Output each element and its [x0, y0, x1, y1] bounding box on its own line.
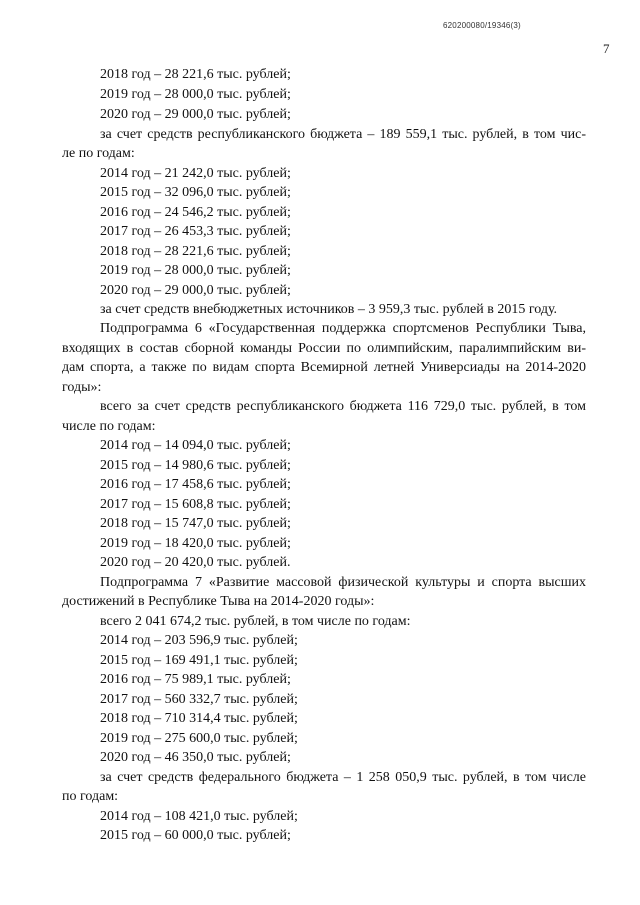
text-line: 2016 год – 24 546,2 тыс. рублей; — [100, 205, 291, 220]
text-line: за счет средств федерального бюджета – 1 258 050,9 тыс. рублей, в том числе — [100, 770, 586, 785]
text-line: всего за счет средств республиканского бюджета 116 729,0 тыс. рублей, в том — [100, 399, 586, 414]
text-line: 2016 год – 75 989,1 тыс. рублей; — [100, 672, 291, 687]
text-line: 2019 год – 28 000,0 тыс. рублей; — [100, 87, 291, 102]
text-line: дам спорта, а также по видам спорта Всемирной летней Универсиады на 2014-2020 — [62, 360, 586, 375]
text-line: 2015 год – 32 096,0 тыс. рублей; — [100, 185, 291, 200]
text-line: 2018 год – 28 221,6 тыс. рублей; — [100, 67, 291, 82]
text-line: за счет средств внебюджетных источников – 3 959,3 тыс. рублей в 2015 году. — [100, 302, 558, 317]
text-line: 2016 год – 17 458,6 тыс. рублей; — [100, 477, 291, 492]
text-line: 2015 год – 60 000,0 тыс. рублей; — [100, 828, 291, 843]
text-line: 2020 год – 46 350,0 тыс. рублей; — [100, 750, 291, 765]
text-line: 2020 год – 29 000,0 тыс. рублей; — [100, 107, 291, 122]
text-line: 2014 год – 14 094,0 тыс. рублей; — [100, 438, 291, 453]
text-line: по годам: — [62, 789, 119, 804]
page-number: 7 — [603, 41, 610, 56]
text-line: числе по годам: — [62, 419, 156, 434]
document-number: 620200080/19346(3) — [443, 21, 521, 30]
text-line: 2014 год – 203 596,9 тыс. рублей; — [100, 633, 298, 648]
text-line: Подпрограмма 7 «Развитие массовой физической культуры и спорта высших — [100, 575, 586, 590]
text-line: входящих в состав сборной команды России по олимпийским, паралимпийским ви- — [62, 341, 586, 356]
text-line: 2017 год – 26 453,3 тыс. рублей; — [100, 224, 291, 239]
text-line: 2019 год – 28 000,0 тыс. рублей; — [100, 263, 291, 278]
text-line: 2017 год – 15 608,8 тыс. рублей; — [100, 497, 291, 512]
text-line: за счет средств республиканского бюджета – 189 559,1 тыс. рублей, в том чис- — [100, 127, 586, 142]
text-line: 2017 год – 560 332,7 тыс. рублей; — [100, 692, 298, 707]
text-line: 2018 год – 710 314,4 тыс. рублей; — [100, 711, 298, 726]
text-line: 2019 год – 18 420,0 тыс. рублей; — [100, 536, 291, 551]
text-line: 2014 год – 108 421,0 тыс. рублей; — [100, 809, 298, 824]
text-line: ле по годам: — [62, 146, 135, 161]
text-line: 2019 год – 275 600,0 тыс. рублей; — [100, 731, 298, 746]
text-line: Подпрограмма 6 «Государственная поддержка спортсменов Республики Тыва, — [100, 321, 586, 336]
text-line: всего 2 041 674,2 тыс. рублей, в том числе по годам: — [100, 614, 411, 629]
text-line: годы»: — [62, 380, 102, 395]
text-line: 2020 год – 20 420,0 тыс. рублей. — [100, 555, 291, 570]
text-line: 2018 год – 28 221,6 тыс. рублей; — [100, 244, 291, 259]
text-line: 2015 год – 14 980,6 тыс. рублей; — [100, 458, 291, 473]
text-line: 2020 год – 29 000,0 тыс. рублей; — [100, 283, 291, 298]
text-line: 2018 год – 15 747,0 тыс. рублей; — [100, 516, 291, 531]
text-line: достижений в Республике Тыва на 2014-2020 годы»: — [62, 594, 375, 609]
text-line: 2015 год – 169 491,1 тыс. рублей; — [100, 653, 298, 668]
text-line: 2014 год – 21 242,0 тыс. рублей; — [100, 166, 291, 181]
